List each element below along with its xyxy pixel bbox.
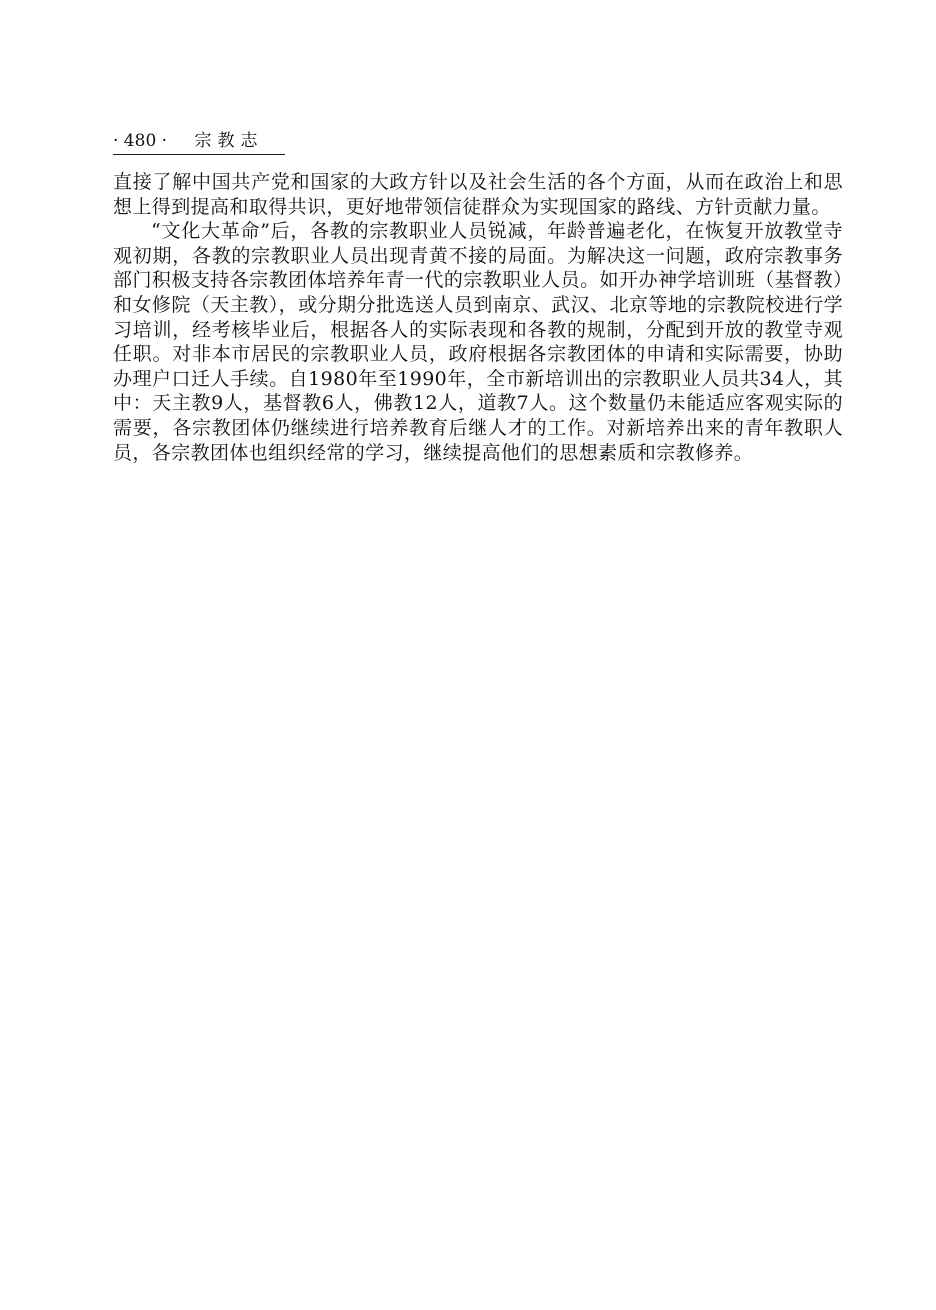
page-number: · 480 · <box>113 131 168 151</box>
body-text <box>113 170 843 465</box>
paragraph-continuation: 直接了解中国共产党和国家的大政方针以及社会生活的各个方面，从而在政治上和思想上得到提高和取得共识，更好地带领信徒群众为实现国家的路线、方针贡献力量。 <box>113 171 843 218</box>
book-title: 宗教志 <box>194 131 264 151</box>
page-header <box>113 128 285 155</box>
paragraph-clergy-training: “文化大革命”后，各教的宗教职业人员锐减，年龄普遍老化，在恢复开放教堂寺观初期，各教的宗教职业人员出现青黄不接的局面。为解决这一问题，政府宗教事务部门积极支持各宗教团体培养年青一代的宗教职业人员。如开办神学培训班（基督教）和女修院（天主教），或分期分批选送人员到南京、武汉、北京等地的宗教院校进行学习培训，经考核毕业后，根据各人的实际表现和各教的规制，分配到开放的教堂寺观任职。对非本市居民的宗教职业人员，政府根据各宗教团体的申请和实际需要，协助办理户口迁人手续。自1980年至1990年，全市新培训出的宗教职业人员共34人，其中：天主教9人，基督教6人，佛教12人，道教7人。这个数量仍未能适应客观实际的需要，各宗教团体仍继续进行培养教育后继人才的工作。对新培养出来的青年教职人员，各宗教团体也组织经常的学习，继续提高他们的思想素质和宗教修养。 <box>113 220 843 464</box>
